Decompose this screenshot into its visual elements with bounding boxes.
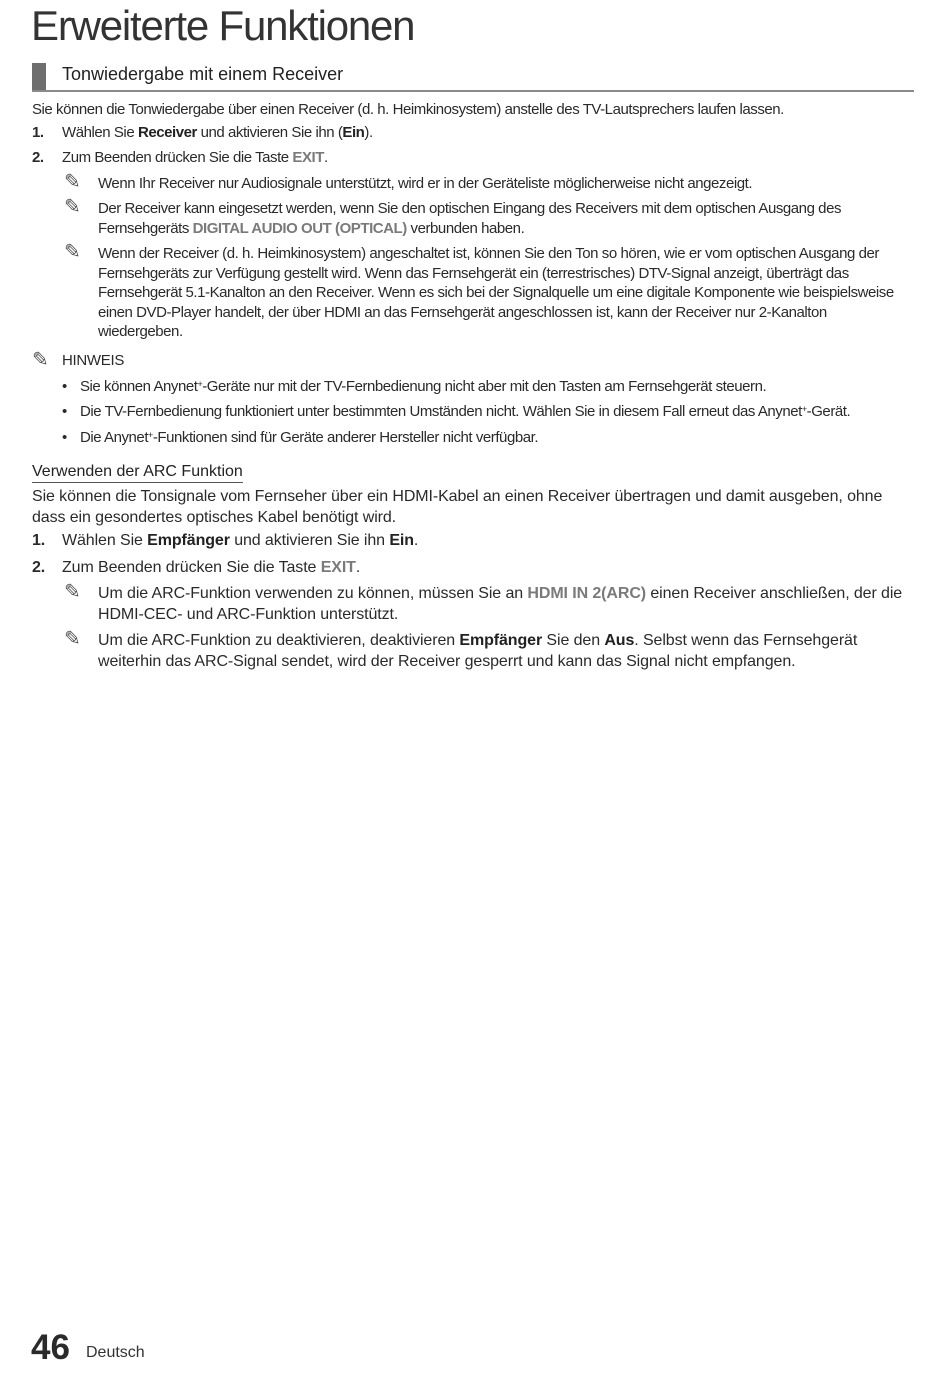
step-number: 2. <box>32 558 46 576</box>
hinweis-heading <box>32 348 914 371</box>
arc-step-1: 1. Wählen Sie Empfänger und aktivieren Sie ihn Ein. <box>32 531 914 552</box>
pencil-icon: ✎ <box>64 241 81 263</box>
main-content <box>32 100 914 672</box>
bullet-icon: • <box>62 377 67 395</box>
bullet-item: • Die Anynet+-Funktionen sind für Geräte anderer Hersteller nicht verfügbar. <box>62 428 539 446</box>
arc-subsection <box>32 463 914 483</box>
step-2: 2. Zum Beenden drücken Sie die Taste EXIT. <box>32 149 328 166</box>
port-term-hdmi-in-2-arc: HDMI IN 2(ARC) <box>527 585 646 602</box>
note-item: ✎ Um die ARC-Funktion zu deaktivieren, deaktivieren Empfänger Sie den Aus. Selbst wenn das Fernsehgerät weiterhin das ARC-Signal sendet, wird der Receiver gesperrt und kann das Signal nicht empfangen. <box>64 628 858 670</box>
pencil-icon: ✎ <box>64 196 81 218</box>
pencil-icon: ✎ <box>64 628 81 650</box>
menu-term-empfaenger: Empfänger <box>147 532 230 549</box>
note-item: ✎ Der Receiver kann eingesetzt werden, wenn Sie den optischen Eingang des Receivers mit dem optischen Ausgang des Fernsehgeräts DIGITAL AUDIO OUT (OPTICAL) verbunden haben. <box>64 196 842 237</box>
intro-paragraph: Sie können die Tonwiedergabe über einen Receiver (d. h. Heimkinosystem) anstelle des TV-Lautsprechers laufen lassen. <box>32 101 784 118</box>
key-term-exit: EXIT <box>320 558 356 576</box>
option-term-aus: Aus <box>604 632 635 649</box>
section-title: Tonwiedergabe mit einem Receiver <box>62 64 344 84</box>
section-header <box>32 63 914 92</box>
menu-term-empfaenger: Empfänger <box>459 632 543 649</box>
step-number: 1. <box>32 123 44 141</box>
page-title: Erweiterte Funktionen <box>31 2 415 49</box>
step-1: 1. Wählen Sie Receiver und aktivieren Sie ihn (Ein). <box>32 123 373 141</box>
step-number: 1. <box>32 532 46 549</box>
option-term-ein: Ein <box>342 123 365 141</box>
pencil-icon: ✎ <box>64 581 81 603</box>
note-item: ✎ Um die ARC-Funktion verwenden zu können, müssen Sie an HDMI IN 2(ARC) einen Receiver anschließen, der die HDMI-CEC- und ARC-Funktion unterstützt. <box>64 581 903 623</box>
note-item: ✎ Wenn Ihr Receiver nur Audiosignale unterstützt, wird er in der Geräteliste möglicherweise nicht angezeigt. <box>64 170 753 193</box>
section-marker-bar <box>32 63 46 90</box>
key-term-exit: EXIT <box>292 149 324 166</box>
arc-subheading: Verwenden der ARC Funktion <box>32 463 243 483</box>
arc-intro-paragraph: Sie können die Tonsignale vom Fernseher über ein HDMI-Kabel an einen Receiver übertragen und damit ausgeben, ohne dass ein gesondertes optisches Kabel benötigt wird. <box>32 488 883 526</box>
footer-language: Deutsch <box>86 1344 145 1361</box>
menu-term-receiver: Receiver <box>137 123 197 141</box>
bullet-item: • Die TV-Fernbedienung funktioniert unter bestimmten Umständen nicht. Wählen Sie in diesem Fall erneut das Anynet+-Gerät. <box>62 403 851 420</box>
page-number: 46 <box>31 1328 70 1367</box>
bullet-item: • Sie können Anynet+-Geräte nur mit der TV-Fernbedienung nicht aber mit den Tasten am Fernsehgerät steuern. <box>62 377 767 395</box>
pencil-icon: ✎ <box>64 170 81 193</box>
pencil-icon: ✎ <box>32 348 49 371</box>
bullet-icon: • <box>62 403 67 420</box>
port-term-digital-audio-out: DIGITAL AUDIO OUT (OPTICAL) <box>192 219 407 237</box>
step-number: 2. <box>32 149 44 166</box>
arc-step-2: 2. Zum Beenden drücken Sie die Taste EXIT. <box>32 558 914 579</box>
option-term-ein: Ein <box>389 532 414 549</box>
hinweis-label: HINWEIS <box>62 351 125 369</box>
note-item: ✎ Wenn der Receiver (d. h. Heimkinosystem) angeschaltet ist, können Sie den Ton so hören, wie er vom optischen Ausgang der Fernsehgeräts zur Verfügung gestellt wird. Wenn das Fernsehgerät ein (terrestrisches) DTV-Signal anzeigt, überträgt das Fernsehgerät 5.1-Kanalton an den Receiver. Wenn es sich bei der Signalquelle um eine digitale Komponente wie beispielsweise einen DVD-Player handelt, der über HDMI an das Fernsehgerät angeschlossen ist, kann der Receiver nur 2-Kanalton wiedergeben. <box>64 241 894 340</box>
bullet-icon: • <box>62 428 67 446</box>
